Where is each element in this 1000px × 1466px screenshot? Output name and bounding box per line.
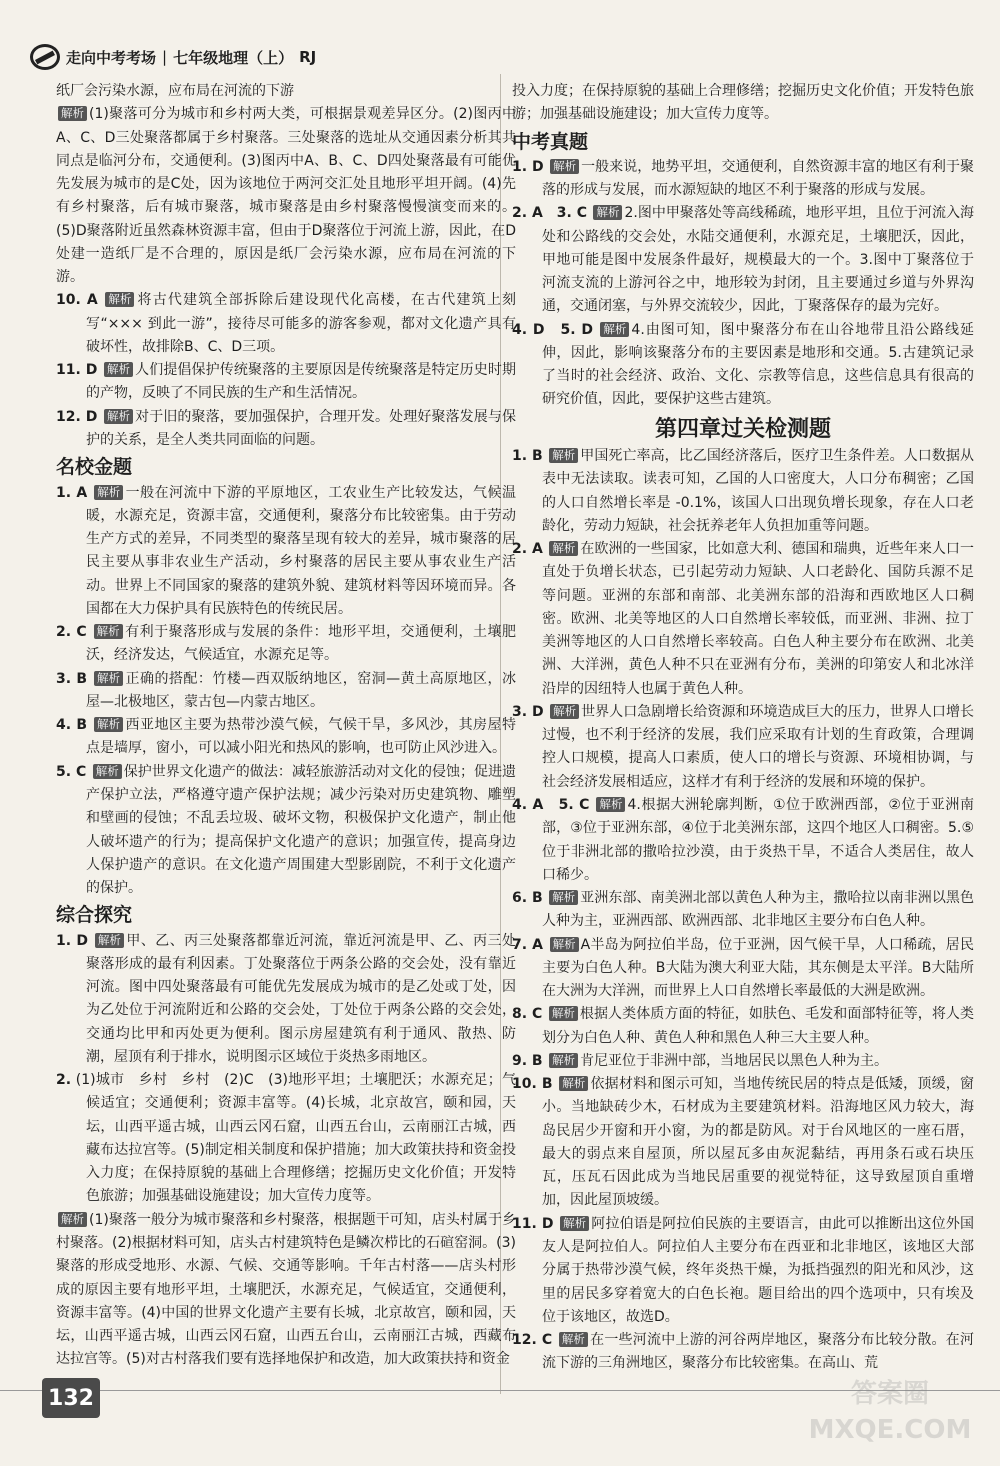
answer-number: 9. B xyxy=(512,1052,543,1069)
answer-item xyxy=(512,934,974,1004)
answer-text: 对于旧的聚落，要加强保护，合理开发。处理好聚落发展与保护的关系，是全人类共同面临的问题。 xyxy=(86,408,517,448)
answer-item xyxy=(512,1050,974,1073)
answer-item xyxy=(512,794,974,887)
answer-text: 根据人类体质方面的特征，如肤色、毛发和面部特征等，将人类划分为白色人种、黄色人种和黑色人种三大主要人种。 xyxy=(542,1006,974,1046)
answer-number: 2. C xyxy=(56,624,87,641)
answer-text: (1)聚落一般分为城市聚落和乡村聚落，根据题干可知，店头村属于乡村聚落。(2)根据材料可知，店头古村建筑特色是鳞次栉比的石碹窑洞。(3)聚落的形成受地形、水源、气候、交通等影响。千年古村落——店头村形成的原因主要有地形平坦，土壤肥沃，水源充足，气候适宜，交通便利，资源丰富等。(4)中国的世界文化遗产主要有长城，北京故宫，颐和园，天坛，山西平遥古城，山西云冈石窟，山西五台山，云南丽江古城，西藏布达拉宫等。(5)对古村落我们要有选择地保护和改造，加大政策扶持和资金 xyxy=(56,1211,516,1368)
page-number: 132 xyxy=(42,1378,100,1418)
answer-text: 依据材料和图示可知，当地传统民居的特点是低矮，顶缓，窗小。当地缺砖少木，石材成为主要建筑材料。沿海地区风力较大，海岛民居少开窗和开小窗，为的都是防风。对于台风地区的一座石厝，最大的弱点来自屋顶，所以屋瓦多由灰泥黏结，再用条石或石块压瓦，压瓦石因此成为当地民居重要的视觉特征，这导致屋顶自重增加，因此屋顶坡缓。 xyxy=(542,1076,974,1209)
analysis-tag: 解析 xyxy=(95,933,124,948)
analysis-tag: 解析 xyxy=(593,205,622,220)
analysis-tag: 解析 xyxy=(549,890,578,905)
analysis-tag: 解析 xyxy=(600,322,629,337)
analysis-tag: 解析 xyxy=(94,485,123,500)
analysis-tag: 解析 xyxy=(560,1216,589,1231)
analysis-tag: 解析 xyxy=(549,1006,578,1021)
analysis-tag: 解析 xyxy=(550,704,579,719)
section-heading: 中考真题 xyxy=(512,130,589,153)
answer-text: 4.根据大洲轮廓判断，①位于欧洲西部，②位于亚洲南部，③位于亚洲东部，④位于北美洲东部，这四个地区人口稠密。5.⑤位于非洲北部的撒哈拉沙漠，由于炎热干旱，不适合人类居住，故人口稀少。 xyxy=(542,796,974,883)
answer-number: 2. A xyxy=(512,541,543,558)
answer-item xyxy=(512,319,974,412)
answer-item xyxy=(512,202,974,318)
analysis-tag: 解析 xyxy=(549,448,578,463)
analysis-tag: 解析 xyxy=(596,797,625,812)
header-separator: | xyxy=(162,48,168,66)
answer-text: 西亚地区主要为热带沙漠气候，气候干旱，多风沙，其房屋特点是墙厚，窗小，可以减小阳光和热风的影响，也可防止风沙进入。 xyxy=(86,717,517,757)
analysis-tag: 解析 xyxy=(93,764,122,779)
right-column xyxy=(512,80,974,1376)
analysis-tag: 解析 xyxy=(549,1053,578,1068)
answer-number: 7. A xyxy=(512,936,543,953)
continuation-paragraph xyxy=(56,80,516,103)
answer-number: 1. B xyxy=(512,447,543,464)
analysis-tag: 解析 xyxy=(94,717,123,732)
answer-text: 正确的搭配：竹楼—西双版纳地区，窑洞—黄土高原地区，冰屋—北极地区，蒙古包—内蒙古地区。 xyxy=(86,670,517,710)
answer-number: 10. B xyxy=(512,1076,553,1093)
answer-number: 5. C xyxy=(56,763,87,780)
answer-text: (1)城市 乡村 乡村 (2)C (3)地形平坦；土壤肥沃；水源充足；气候适宜；交通便利；资源丰富等。(4)长城，北京故宫，颐和园，天坛，山西平遥古城，山西云冈石窟，山西五台山，云南丽江古城，西藏布达拉宫等。(5)制定相关制度和保护措施；加大政策扶持和资金投入力度；在保持原貌的基础上合理修缮；挖掘历史文化价值；开发特色旅游；加强基础设施建设；加大宣传力度等。 xyxy=(75,1072,516,1205)
analysis-tag: 解析 xyxy=(94,624,123,639)
answer-item xyxy=(56,289,516,359)
answer-item xyxy=(56,1069,516,1209)
answer-item xyxy=(56,761,516,901)
answer-text: 保护世界文化遗产的做法：减轻旅游活动对文化的侵蚀；促进遗产保护立法，严格遵守遗产保护法规；减少污染对历史建筑物、雕塑和壁画的侵蚀；不乱丢垃圾、破坏文物，积极保护文化遗产，制止他人破坏遗产的行为；提高保护文化遗产的意识；加强宣传，提高身边人保护遗产的意识。在文化遗产周围建大型影剧院，不利于文化遗产的保护。 xyxy=(86,763,517,897)
answer-text: 一般在河流中下游的平原地区，工农业生产比较发达，气候温暖，水源充足，资源丰富，交通便利，聚落分布比较密集。由于劳动生产方式的差异，不同类型的聚落呈现有较大的差异，城市聚落的居民主要从事非农业生产活动，乡村聚落的居民主要从事农业生产活动。世界上不同国家的聚落的建筑外貌、建筑材料等因环境而异。各国都在大力保护具有民族特色的传统民居。 xyxy=(86,484,517,617)
answer-number: 4. D 5. D xyxy=(512,321,593,338)
answer-text: 有利于聚落形成与发展的条件：地形平坦，交通便利，土壤肥沃，经济发达，气候适宜，水源充足等。 xyxy=(86,624,516,664)
answer-text: 投入力度；在保持原貌的基础上合理修缮；挖掘历史文化价值；开发特色旅游；加强基础设施建设；加大宣传力度等。 xyxy=(512,83,974,123)
answer-text: 人们提倡保护传统聚落的主要原因是传统聚落是特定历史时期的产物，反映了不同民族的生产和生活情况。 xyxy=(86,362,517,402)
answer-number: 1. A xyxy=(56,484,88,501)
answer-text: A半岛为阿拉伯半岛，位于亚洲，因气候干旱，人口稀疏，居民主要为白色人种。B大陆为澳大利亚大陆，其东侧是太平洋。B大陆所在大洲为大洋洲，而世界上人口自然增长率最低的大洲是欧洲。 xyxy=(542,936,974,1000)
answer-text: (1)聚落可分为城市和乡村两大类，可根据景观差异区分。(2)图丙中A、C、D三处聚落都属于乡村聚落。三处聚落的选址从交通因素分析其共同点是临河分布，交通便利。(3)图丙中A、B、C、D四处聚落最有可能优先发展为城市的是C处，因为该地位于两河交汇处且地形平坦开阔。(4)先有乡村聚落，后有城市聚落，城市聚落是由乡村聚落慢慢演变而来的。(5)D聚落附近虽然森林资源丰富，但由于D聚落位于河流上游，因此，在D处建一造纸厂是不合理的，原因是纸厂会污染水源，应布局在河流的下游。 xyxy=(56,106,516,286)
answer-text: 甲、乙、丙三处聚落都靠近河流，靠近河流是甲、乙、丙三处聚落形成的最有利因素。丁处聚落位于两条公路的交会处，没有靠近河流。图中四处聚落最有可能优先发展成为城市的是乙处或丁处，因为乙处位于河流附近和公路的交会处，丁处位于两条公路的交会处，交通均比甲和丙处更为便利。图示房屋建筑有利于通风、散热、防潮，屋顶有利于排水，说明图示区域位于炎热多雨地区。 xyxy=(86,932,517,1065)
chapter-title: 第四章过关检测题 xyxy=(654,416,831,442)
answer-item xyxy=(512,1329,974,1376)
answer-item xyxy=(56,406,516,453)
answer-text: 阿拉伯语是阿拉伯民族的主要语言，由此可以推断出这位外国友人是阿拉伯人。阿拉伯人主要分布在西亚和北非地区，该地区大部分属于热带沙漠气候，终年炎热干燥，为抵挡强烈的阳光和风沙，这里的居民多穿着宽大的白色长袍。题目给出的四个选项中，只有埃及位于该地区，故选D。 xyxy=(542,1215,975,1325)
answer-number: 11. D xyxy=(512,1215,554,1232)
answer-number: 3. D xyxy=(512,703,544,720)
answer-text: 纸厂会污染水源，应布局在河流的下游 xyxy=(56,83,294,99)
analysis-tag: 解析 xyxy=(94,671,123,686)
analysis-tag: 解析 xyxy=(549,541,578,556)
answer-text: 4.由图可知，图中聚落分布在山谷地带且沿公路线延伸，因此，影响该聚落分布的主要因素是地形和交通。5.古建筑记录了当时的社会经济、政治、文化、宗教等信息，这些信息具有很高的研究价值，因此，要保护这些古建筑。 xyxy=(542,321,975,408)
answer-number: 2. xyxy=(56,1072,72,1089)
answer-item xyxy=(512,156,974,203)
answer-text: 将古代建筑全部拆除后建设现代化高楼，在古代建筑上刻写“××× 到此一游”，接待尽可能多的游客参观，都对文化遗产具有破坏性，故排除B、C、D三项。 xyxy=(86,292,517,355)
section-heading: 名校金题 xyxy=(56,456,133,479)
answer-item xyxy=(56,359,516,406)
answer-text: 一般来说，地势平坦，交通便利，自然资源丰富的地区有利于聚落的形成与发展，而水源短缺的地区不利于聚落的形成与发展。 xyxy=(542,158,974,199)
answer-number: 8. C xyxy=(512,1006,543,1023)
answer-number: 3. B xyxy=(56,670,88,687)
answer-text: 肯尼亚位于非洲中部，当地居民以黑色人种为主。 xyxy=(580,1052,889,1069)
answer-item xyxy=(512,1003,974,1050)
left-column xyxy=(56,80,516,1372)
answer-item xyxy=(512,445,974,538)
answer-item xyxy=(56,714,516,761)
answer-number: 1. D xyxy=(56,932,89,949)
answer-text: 世界人口急剧增长给资源和环境造成巨大的压力，世界人口增长过慢，也不利于经济的发展，我们应采取有计划的生育政策，合理调控人口规模，提高人口素质，使人口的增长与资源、环境相协调，与社会经济发展相适应，这样才有利于经济的发展和环境的保护。 xyxy=(542,703,974,790)
analysis-tag: 解析 xyxy=(550,159,579,174)
answer-text: 在一些河流中上游的河谷两岸地区，聚落分布比较分散。在河流下游的三角洲地区，聚落分布比较密集。在高山、荒 xyxy=(542,1332,975,1372)
analysis-tag: 解析 xyxy=(105,292,134,307)
answer-text: 2.图中甲聚落处等高线稀疏，地形平坦，且位于河流入海处和公路线的交会处，水陆交通便利，水源充足，土壤肥沃，因此，甲地可能是图中发展条件最好，规模最大的一个。3.图中丁聚落位于河流支流的上游河谷之中，地形较为封闭，且主要通过乡道与外界沟通，交通闭塞，与外界交流较少，因此，丁聚落保存的最为完好。 xyxy=(542,205,975,315)
edition-label: RJ xyxy=(299,48,317,66)
analysis-tag: 解析 xyxy=(559,1076,588,1091)
answer-item xyxy=(56,930,516,1070)
answer-number: 12. D xyxy=(56,408,98,425)
analysis-tag: 解析 xyxy=(58,106,87,121)
analysis-paragraph xyxy=(56,103,516,289)
analysis-tag: 解析 xyxy=(58,1212,87,1227)
answer-number: 4. A 5. C xyxy=(512,796,590,813)
answer-item xyxy=(512,538,974,701)
section-heading: 综合探究 xyxy=(56,904,133,927)
analysis-tag: 解析 xyxy=(104,409,133,424)
answer-text: 甲国死亡率高，比乙国经济落后，医疗卫生条件差。人口数据从表中无法读取。读表可知，乙国的人口密度大，人口分布稠密；乙国的人口自然增长率是 -0.1%，该国人口出现负增长现象，存在人口老龄化，劳动力短缺，社会抚养老年人负担加重等问题。 xyxy=(542,447,974,534)
answer-number: 12. C xyxy=(512,1332,553,1349)
brand-title: 走向中考考场 xyxy=(66,48,157,67)
answer-text: 亚洲东部、南美洲北部以黄色人种为主，撒哈拉以南非洲以黑色人种为主，亚洲西部、欧洲西部、北非地区主要分布白色人种。 xyxy=(542,890,974,930)
answer-item xyxy=(56,668,516,715)
answer-number: 2. A 3. C xyxy=(512,205,588,222)
answer-item xyxy=(512,887,974,934)
answer-item xyxy=(56,482,516,622)
running-header xyxy=(30,44,316,70)
analysis-tag: 解析 xyxy=(104,362,133,377)
answer-number: 4. B xyxy=(56,717,88,734)
answer-number: 1. D xyxy=(512,158,544,175)
continuation-paragraph xyxy=(512,80,974,127)
analysis-tag: 解析 xyxy=(559,1332,588,1347)
answer-number: 10. A xyxy=(56,292,98,309)
answer-item xyxy=(512,1073,974,1213)
answer-number: 6. B xyxy=(512,890,543,907)
brand-logo-icon xyxy=(30,44,60,70)
answer-item xyxy=(512,701,974,794)
answer-text: 在欧洲的一些国家，比如意大利、德国和瑞典，近些年来人口一直处于负增长状态，已引起劳动力短缺、人口老龄化、国防兵源不足等问题。亚洲的东部和南部、北美洲东部的沿海和西欧地区人口稠密。欧洲、北美等地区的人口自然增长率较低，而亚洲、非洲、拉丁美洲等地区的人口自然增长率较高。白色人种主要分布在欧洲、北美洲、大洋洲，黄色人种不只在亚洲有分布，美洲的印第安人和北冰洋沿岸的因纽特人也属于黄色人种。 xyxy=(542,541,974,697)
answer-item xyxy=(512,1213,974,1329)
analysis-tag: 解析 xyxy=(550,937,579,952)
watermark-logo: 答案圈 MXQE.COM xyxy=(808,1379,972,1445)
answer-number: 11. D xyxy=(56,362,98,379)
analysis-paragraph xyxy=(56,1209,516,1372)
answer-item xyxy=(56,621,516,668)
book-title: 七年级地理（上） xyxy=(173,48,294,67)
